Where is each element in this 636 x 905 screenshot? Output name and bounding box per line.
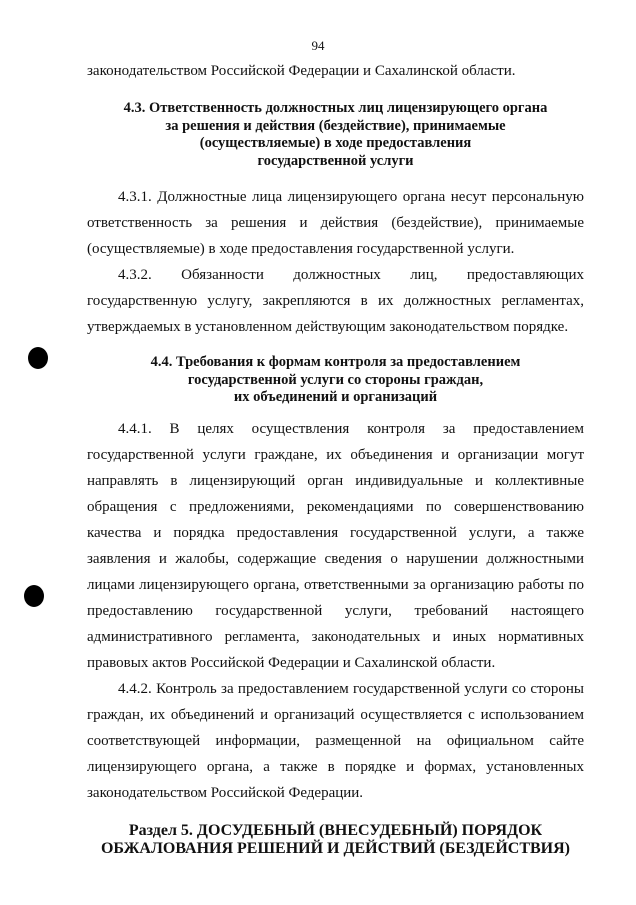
punch-hole-icon bbox=[28, 347, 48, 369]
paragraph-4-4-2: 4.4.2. Контроль за предоставлением государственной услуги со стороны граждан, их объединений и организаций осуществляется с использованием соответствующей информации, размещенной на официальном сайте лицензирующего органа, а также в порядке и формах, установленных законодательством Российской Федерации. bbox=[87, 680, 584, 801]
paragraph-4-3-2: 4.3.2. Обязанности должностных лиц, предоставляющих государственную услугу, закрепляются в их должностных регламентах, утверждаемых в установленном действующим законодательством порядке. bbox=[87, 267, 584, 335]
paragraph-4-3-1: 4.3.1. Должностные лица лицензирующего органа несут персональную ответственность за решения и действия (бездействие), принимаемые (осуществляемые) в ходе предоставления государственной услуги. bbox=[87, 189, 584, 257]
punch-hole-icon bbox=[24, 585, 44, 607]
paragraph-4-4-1: 4.4.1. В целях осуществления контроля за предоставлением государственной услуги граждане, их объединения и организации могут направлять в лицензирующий орган индивидуальные и коллективные обращения с предложениями, рекомендациями по совершенствованию качества и порядка предоставления государственной услуги, а также заявления и жалобы, содержащие сведения о нарушении должностными лицами лицензирующего органа, ответственными за организацию работы по предоставлению государственной услуги, требований настоящего административного регламента, законодательных и иных нормативных правовых актов Российской Федерации и Сахалинской области. bbox=[87, 420, 584, 671]
continuation-line: законодательством Российской Федерации и Сахалинской области. bbox=[87, 63, 516, 79]
section-4-4-heading: 4.4. Требования к формам контроля за предоставлением государственной услуги со стороны граждан, их объединений и организаций bbox=[150, 354, 521, 405]
document-body bbox=[87, 58, 584, 858]
section-4-3-heading: 4.3. Ответственность должностных лиц лицензирующего органа за решения и действия (бездействие), принимаемые (осуществляемые) в ходе предоставления государственной услуги bbox=[123, 100, 548, 169]
page-number: 94 bbox=[311, 38, 325, 53]
section-5-heading: Раздел 5. ДОСУДЕБНЫЙ (ВНЕСУДЕБНЫЙ) ПОРЯДОК ОБЖАЛОВАНИЯ РЕШЕНИЙ И ДЕЙСТВИЙ (БЕЗДЕЙСТВИЯ) bbox=[100, 821, 570, 857]
